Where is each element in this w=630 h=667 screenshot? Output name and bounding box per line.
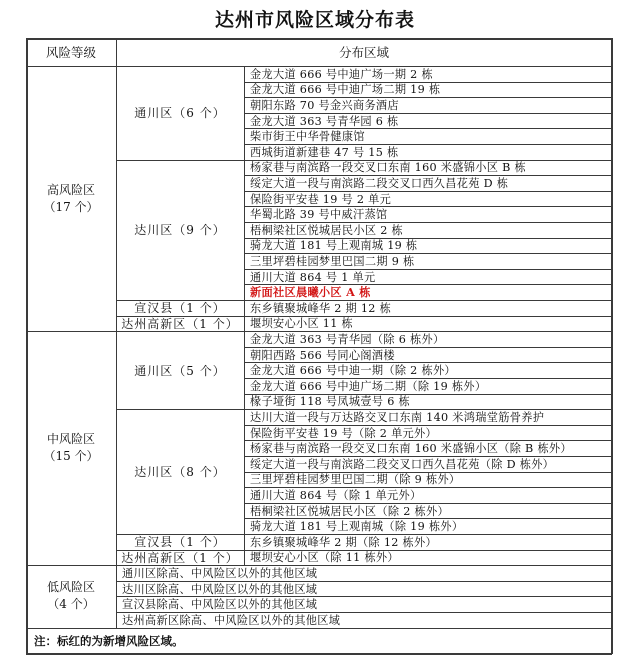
row-divider [244, 503, 612, 504]
area-item: 朝阳西路 566 号同心阁酒楼 [250, 348, 395, 362]
row-divider [244, 425, 612, 426]
risk-level-high [26, 66, 116, 331]
row-divider [244, 394, 612, 395]
area-item: 通川大道 864 号 1 单元 [250, 270, 376, 284]
district-tongchuan: 通川区（6 个） [134, 106, 226, 121]
table-border-left [26, 38, 28, 654]
row-divider [244, 82, 612, 83]
area-item: 杨家巷与南滨路一段交叉口东南 160 米盛锦小区 B 栋 [250, 161, 526, 175]
row-divider [244, 191, 612, 192]
row-divider [244, 378, 612, 379]
row-divider [244, 362, 612, 363]
row-divider [244, 472, 612, 473]
area-item: 西城街道新建巷 47 号 15 栋 [250, 145, 399, 159]
area-item: 绥定大道一段与南滨路二段交叉口西久昌花苑（除 D 栋外） [250, 457, 555, 471]
area-item: 柴市街王中华骨健康馆 [250, 130, 365, 144]
row-divider [244, 144, 612, 145]
row-divider [116, 596, 612, 597]
area-item: 金龙大道 363 号青华园 6 栋 [250, 114, 399, 128]
column-divider [244, 66, 245, 331]
area-item: 保险街平安巷 19 号（除 2 单元外） [250, 426, 438, 440]
district-gaoxin: 达州高新区（1 个） [121, 550, 239, 565]
area-item: 梧桐梁社区悦城居民小区 2 栋 [250, 223, 403, 237]
area-item: 金龙大道 666 号中迪广场二期 19 栋 [250, 83, 441, 97]
header-distribution-area: 分布区域 [338, 45, 389, 60]
table-border-right [611, 38, 613, 654]
district-gaoxin: 达州高新区（1 个） [121, 316, 239, 331]
risk-level-count: （4 个） [47, 597, 95, 612]
risk-level-name: 高风险区 [46, 182, 95, 197]
area-item: 堰坝安心小区（除 11 栋外） [250, 551, 399, 565]
area-item: 金龙大道 666 号中迪广场一期 2 栋 [250, 67, 433, 81]
row-divider [244, 518, 612, 519]
area-item: 骑龙大道 181 号上观南城 19 栋 [250, 239, 418, 253]
area-item: 金龙大道 363 号青华园（除 6 栋外） [250, 332, 445, 346]
area-item: 东乡镇聚城峰华 2 期 12 栋 [250, 301, 392, 315]
area-item: 通川区除高、中风险区以外的其他区域 [122, 566, 318, 580]
row-divider [116, 581, 612, 582]
area-item: 杨家巷与南滨路一段交叉口东南 160 米盛锦小区（除 B 栋外） [250, 442, 572, 456]
area-item: 通川大道 864 号（除 1 单元外） [250, 488, 422, 502]
risk-level-name: 中风险区 [46, 432, 95, 447]
area-item: 朝阳东路 70 号金兴商务酒店 [250, 98, 399, 112]
area-item: 宣汉县除高、中风险区以外的其他区域 [122, 598, 318, 612]
area-item: 梧桐梁社区悦城居民小区（除 2 栋外） [250, 504, 449, 518]
new-risk-area-item: 新面社区晨曦小区 A 栋 [250, 285, 371, 300]
district-tongchuan: 通川区（5 个） [134, 363, 226, 378]
row-divider [244, 440, 612, 441]
area-item: 椽子垭街 118 号凤城壹号 6 栋 [250, 395, 410, 409]
header-risk-level: 风险等级 [45, 45, 96, 60]
area-item: 东乡镇聚城峰华 2 期（除 12 栋外） [250, 535, 438, 549]
area-item: 达川区除高、中风险区以外的其他区域 [122, 582, 318, 596]
district-xuanhan: 宣汉县（1 个） [134, 301, 226, 316]
row-divider [244, 238, 612, 239]
risk-area-table [26, 38, 612, 654]
area-item: 金龙大道 666 号中迪一期（除 2 栋外） [250, 364, 456, 378]
area-item: 保险街平安巷 19 号 2 单元 [250, 192, 392, 206]
area-item: 达川大道一段与万达路交叉口东南 140 米鸿瑞堂筋骨养护 [250, 410, 545, 424]
area-item: 堰坝安心小区 11 栋 [250, 317, 353, 331]
area-item: 金龙大道 666 号中迪广场二期（除 19 栋外） [250, 379, 487, 393]
row-divider [244, 97, 612, 98]
row-divider [244, 284, 612, 285]
table-border-top [26, 38, 612, 40]
area-item: 骑龙大道 181 号上观南城（除 19 栋外） [250, 520, 464, 534]
district-dachuan: 达川区（8 个） [134, 465, 226, 480]
risk-level-low [26, 565, 116, 627]
risk-level-mid [26, 331, 116, 565]
row-divider [244, 253, 612, 254]
row-divider [244, 487, 612, 488]
table-title: 达州市风险区域分布表 [214, 9, 415, 31]
area-item: 三里坪碧桂园梦里巴国二期（除 9 栋外） [250, 473, 461, 487]
row-divider [116, 612, 612, 613]
area-item: 华蜀北路 39 号中威汗蒸馆 [250, 208, 388, 222]
risk-level-count: （15 个） [43, 449, 99, 464]
row-divider [244, 128, 612, 129]
area-item: 达州高新区除高、中风险区以外的其他区域 [122, 613, 341, 627]
risk-level-count: （17 个） [43, 199, 99, 214]
table-note: 注：标红的为新增风险区域。 [34, 633, 184, 648]
column-divider [116, 38, 117, 628]
area-item: 绥定大道一段与南滨路二段交叉口西久昌花苑 D 栋 [250, 176, 509, 190]
table-border-bottom [26, 653, 612, 655]
column-divider [244, 331, 245, 565]
area-item: 三里坪碧桂园梦里巴国二期 9 栋 [250, 254, 415, 268]
row-divider [244, 269, 612, 270]
district-dachuan: 达川区（9 个） [134, 223, 226, 238]
row-divider [244, 113, 612, 114]
row-divider [244, 222, 612, 223]
row-divider [244, 456, 612, 457]
risk-level-name: 低风险区 [46, 580, 95, 595]
row-divider [244, 175, 612, 176]
row-divider [244, 206, 612, 207]
district-xuanhan: 宣汉县（1 个） [134, 535, 226, 550]
row-divider [244, 347, 612, 348]
